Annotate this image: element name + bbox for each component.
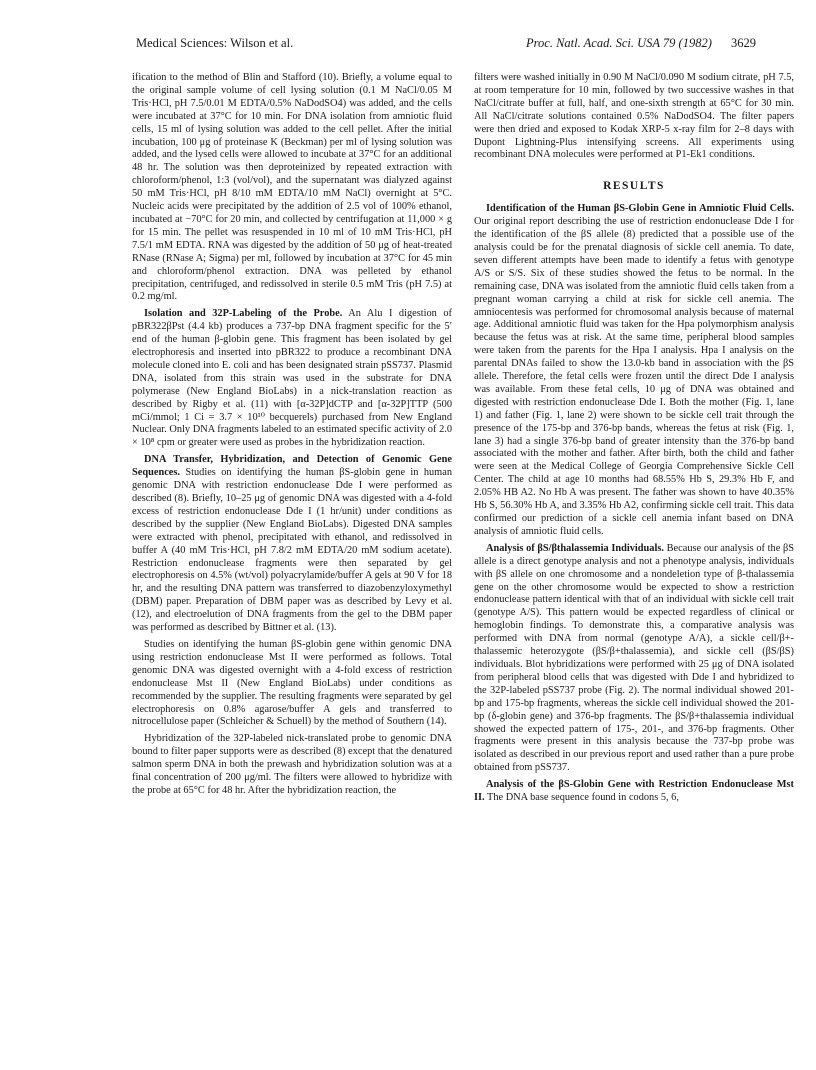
left-column <box>132 72 452 802</box>
run-in-heading: Isolation and 32P-Labeling of the Probe. <box>144 308 343 320</box>
run-in-heading: Analysis of the βS-Globin Gene with Restriction Endonuclease Mst II. <box>474 779 794 804</box>
run-in-heading: DNA Transfer, Hybridization, and Detection of Genomic Gene Sequences. <box>132 454 452 479</box>
paragraph-body: Studies on identifying the human βS-globin gene in human genomic DNA with restriction endonuclease Dde I were performed as described (8). Briefly, 10–25 μg of genomic DNA was digested with a 4-fold excess of restriction endonuclease Dde I (1 hr/unit) under conditions as described by the supplier (New England BioLabs). Digested DNA samples were extracted with phenol, precipitated with ethanol, and redissolved in buffer A (40 mM Tris·HCl, pH 7.8/2 mM EDTA/20 mM sodium acetate). Restriction endonuclease fragments were then separated by gel electrophoresis on 4.5% (wt/vol) polyacrylamide/buffer A gels at 90 V for 18 hr, and the resulting DNA pattern was transferred to diazobenzyloxymethyl (DBM) paper. Preparation of DBM paper was as described by Levy et al. (12), and electroelution of DNA fragments from the gel to the DBM paper was performed as described by Bittner et al. (13). <box>132 467 452 634</box>
paragraph <box>474 543 794 775</box>
header-journal: Proc. Natl. Acad. Sci. USA 79 (1982) <box>526 36 712 50</box>
page-number: 3629 <box>731 36 756 50</box>
paragraph: filters were washed initially in 0.90 M NaCl/0.090 M sodium citrate, pH 7.5, at room temperature for 10 min, followed by two successive washes in that NaCl/citrate buffer at full, half, and one-sixth strength at 65°C for 30 min. All NaCl/citrate solutions contained 0.5% NaDodSO4. The filter papers were then dried and exposed to Kodak XRP-5 x-ray film for 2–8 days with Dupont Lightning-Plus intensifying screens. All experiments using recombinant DNA molecules were performed at P1-Ek1 conditions. <box>474 72 794 161</box>
paragraph: Hybridization of the 32P-labeled nick-translated probe to genomic DNA bound to filter paper supports were as described (8) except that the denatured salmon sperm DNA in both the prewash and hybridization solution was at a final concentration of 200 μg/ml. The filters were allowed to hybridize with the probe at 65°C for 48 hr. After the hybridization reaction, the <box>132 733 452 796</box>
paragraph <box>132 308 452 450</box>
paragraph <box>474 779 794 805</box>
paragraph-body: Our original report describing the use of restriction endonuclease Dde I for the identification of the βS allele (8) predicted that a possible use of the analysis could be for the prenatal diagnosis of sickle cell anemia. To date, seven different attempts have been made to identify a fetus with genotype A/S or S/S. Six of these studies showed the fetus to be normal. In the remaining case, DNA was isolated from the amniotic fluid cells taken from a pregnant woman carrying a child at risk for sickle cell anemia. The amniocentesis was performed for chromosomal analysis because of maternal age. Additional amniotic fluid was taken for the Hpa polymorphism analysis because the fetus was at risk. At the same time, peripheral blood samples were taken from the parents for the Hpa I analysis. Hpa I analysis on the parental DNAs failed to show the 13.0-kb band in association with the βS allele. Therefore, the fetal cells were frozen until the direct Dde I analysis was available. From these fetal cells, 10 μg of DNA was obtained and digested with restriction endonuclease Dde I. Both the mother (Fig. 1, lane 1) and father (Fig. 1, lane 2) were shown to be sickle cell trait through the presence of the 175-bp and 376-bp bands, whereas the fetus at risk (Fig. 1, lane 3) had a single 376-bp band of greater intensity than the 376-bp band associated with the mother and father. After birth, both the child and father were seen at the Medical College of Georgia Comprehensive Sickle Cell Center. The child at age 10 months had 68.55% Hb S, 29.3% Hb F, and 2.05% HB A2. No Hb A was present. The father was shown to have 40.35% Hb S, 56.30% Hb A, and 3.35% Hb A2, confirming sickle cell trait. This data confirmed our prediction of a sickle cell anemia infant based on DNA analysis of amniotic fluid cells. <box>474 216 794 537</box>
right-column <box>474 72 794 809</box>
paragraph-body: Because our analysis of the βS allele is a direct genotype analysis and not a phenotype analysis, individuals with βS allele on one chromosome and a nondeletion type of β-thalassemia gene on the other chromosome would be expected to show a restriction endonuclease pattern identical with that of an individual with sickle cell trait (genotype A/S). This pattern would be expected regardless of clinical or hemoglobin findings. To demonstrate this, a comparative analysis was performed with DNA from normal (genotype A/A), a sickle cell/β+-thalassemic heterozygote (βS/β+thalassemia), and sickle cell (βS/βS) individuals. Blot hybridizations were performed with 25 μg of DNA isolated from peripheral blood cells that was digested with Dde I and hybridized to the 32P-labeled pSS737 probe (Fig. 2). The normal individual showed 201-bp and 175-bp fragments, whereas the sickle cell individual showed the 201-bp (δ-globin gene) and 376-bp fragments. The βS/β+thalassemia individual showed the expected pattern of 175-, 201-, and 376-bp fragments. Other fragments were present in this analysis because the 737-bp probe was isolated as described in our previous report and used rather than a pure probe obtained from pSS737. <box>474 542 794 774</box>
paragraph: ification to the method of Blin and Stafford (10). Briefly, a volume equal to the original sample volume of cell lysing solution (0.1 M NaCl/0.05 M Tris·HCl, pH 7.5/0.01 M EDTA/0.5% NaDodSO4) was added, and the cells were incubated at 37°C for 10 min. For DNA isolation from amniotic fluid cells, 15 ml of lysing solution was added to the cell pellet. After the initial incubation, 100 μg of proteinase K (Beckman) per ml of lysing solution was added, and the lysed cells were allowed to incubate at 37°C for an additional 48 hr. The solution was then deproteinized by repeated extraction with chloroform/phenol, 1:3 (vol/vol), and the supernatant was dialyzed against 50 mM Tris·HCl, pH 8/10 mM EDTA/10 mM NaCl) overnight at 5°C. Nucleic acids were precipitated by the addition of 2.5 vol of 100% ethanol, incubated at −70°C for 20 min, and collected by centrifugation at 11,000 × g for 15 min. The pellet was resuspended in 10 ml of 10 mM Tris·HCl, pH 7.5/1 mM EDTA. RNA was digested by the addition of 50 μg of heat-treated RNase (RNase A; Sigma) per ml, followed by incubation at 37°C for 45 min and chloroform/phenol extraction. DNA was pelleted by ethanol precipitation, centrifuged, and redissolved in sterile 0.5 mM Tris (pH 7.5) at 0.2 mg/ml. <box>132 72 452 303</box>
header-journal-info <box>526 36 756 51</box>
paragraph-body: The DNA base sequence found in codons 5, 6, <box>484 792 679 804</box>
paragraph-body: An Alu I digestion of pBR322βPst (4.4 kb) produces a 737-bp DNA fragment specific for the 5′ end of the human β-globin gene. This fragment has been isolated by gel electrophoresis and inserted into pBR322 to produce a recombinant DNA molecule cloned into E. coli and has been designated strain pSS737. Plasmid DNA, isolated from this strain was used in the substrate for DNA polymerase (New England BioLabs) in a nick-translation reaction as described by Rigby et al. (11) with [α-32P]dCTP and [α-32P]TTP (500 mCi/mmol; 1 Ci = 3.7 × 10¹⁰ becquerels) purchased from New England Nuclear. Only DNA fragments labeled to an estimated specific activity of 2.0 × 10⁸ cpm or greater were used as probes in the hybridization reaction. <box>132 308 453 449</box>
section-title-results: RESULTS <box>603 180 665 193</box>
header-section-authors: Medical Sciences: Wilson et al. <box>136 36 294 50</box>
run-in-heading: Identification of the Human βS-Globin Gene in Amniotic Fluid Cells. <box>486 203 794 215</box>
paragraph <box>132 454 452 635</box>
paragraph <box>474 203 794 539</box>
run-in-heading: Analysis of βS/βthalassemia Individuals. <box>486 542 664 554</box>
running-header <box>60 36 756 54</box>
paragraph: Studies on identifying the human βS-globin gene within genomic DNA using restriction endonuclease Mst II were performed as follows. Total genomic DNA was digested overnight with a 4-fold excess of restriction endonuclease Mst II (New England BioLabs) under conditions as recommended by the supplier. The resulting fragments were separated by gel electrophoresis on 0.8% agarose/buffer A gels and transferred to nitrocellulose paper (Schleicher & Schuell) by the method of Southern (14). <box>132 638 452 728</box>
